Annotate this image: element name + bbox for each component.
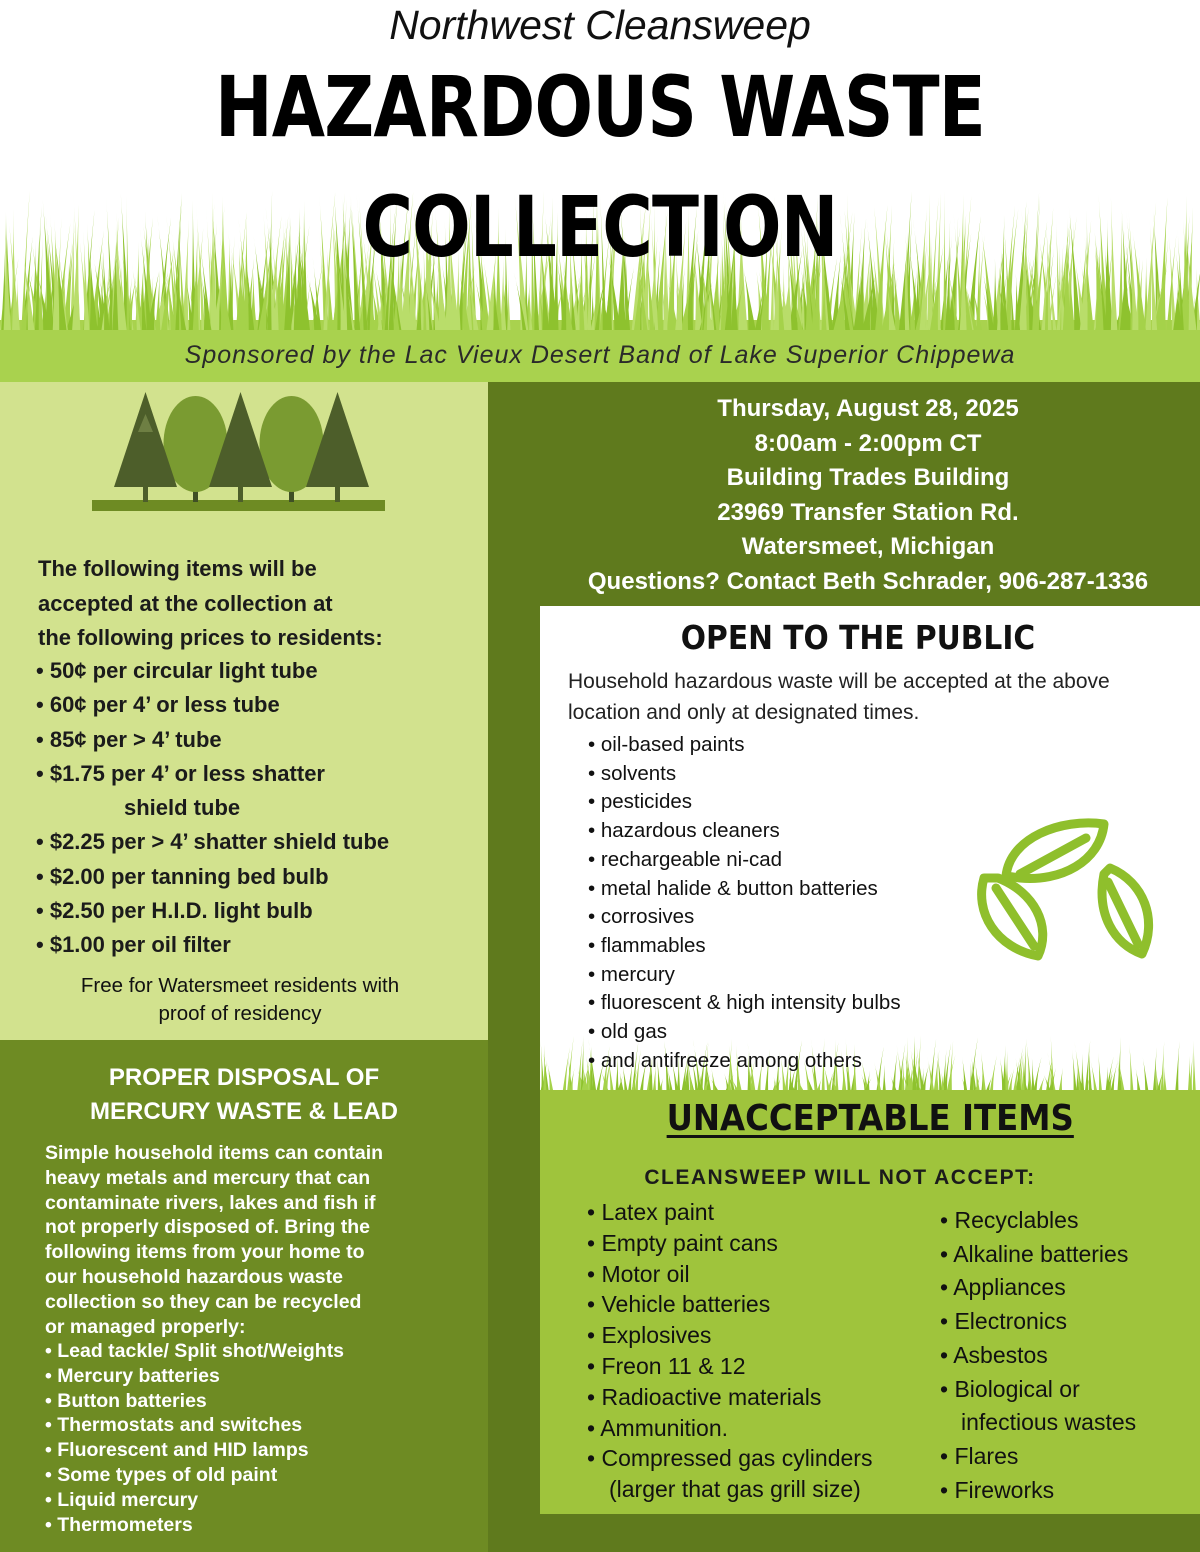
prices-intro-line: accepted at the collection at (38, 590, 333, 616)
unacceptable-item: • Flares (940, 1440, 1136, 1474)
accepted-item: • hazardous cleaners (588, 817, 901, 846)
unacceptable-item: • Fireworks (940, 1474, 1136, 1508)
recycle-leaves-icon (968, 816, 1164, 966)
price-item: • $2.25 per > 4’ shatter shield tube (36, 825, 389, 859)
mercury-description: Simple household items can contain heavy metals and mercury that can contaminate rivers, lakes and fish if not properly disposed of. Bring the following items from your home to our household hazardous waste collection so they can be recycled or managed properly: (45, 1142, 384, 1338)
event-city: Watersmeet, Michigan (741, 533, 995, 561)
price-item: • 50¢ per circular light tube (36, 654, 389, 688)
public-heading: OPEN TO THE PUBLIC (680, 618, 1036, 657)
unacceptable-item: • Biological or infectious wastes (940, 1373, 1136, 1440)
accepted-item: • old gas (588, 1018, 901, 1047)
event-date: Thursday, August 28, 2025 (717, 395, 1019, 422)
page-title-line2: COLLECTION (362, 178, 838, 276)
event-details (536, 392, 1200, 600)
unacceptable-item: • Compressed gas cylinders (larger that gas grill size) (587, 1443, 872, 1505)
accepted-item: • solvents (588, 760, 901, 789)
event-address: 23969 Transfer Station Rd. (717, 498, 1019, 526)
price-item: • 60¢ per 4’ or less tube (36, 688, 389, 722)
price-item: • $2.50 per H.I.D. light bulb (36, 894, 389, 928)
accepted-item: • oil-based paints (588, 731, 901, 760)
unacceptable-item: • Vehicle batteries (587, 1289, 872, 1320)
prices-intro (38, 552, 383, 656)
accepted-item: • flammables (588, 932, 901, 961)
page-title-line1: HAZARDOUS WASTE (214, 58, 986, 156)
mercury-item: • Button batteries (45, 1389, 344, 1414)
accepted-items-list (588, 731, 901, 1075)
sponsor-line: Sponsored by the Lac Vieux Desert Band of Lake Superior Chippewa (184, 341, 1016, 369)
event-contact: Questions? Contact Beth Schrader, 906-287-1336 (587, 567, 1149, 595)
mercury-item: • Some types of old paint (45, 1463, 344, 1488)
unacceptable-subheading: CLEANSWEEP WILL NOT ACCEPT: (644, 1166, 1036, 1189)
unacceptable-item: • Appliances (940, 1271, 1136, 1305)
unacceptable-item: • Latex paint (587, 1197, 872, 1228)
price-item: • $1.00 per oil filter (36, 928, 389, 962)
unacceptable-item: • Recyclables (940, 1204, 1136, 1238)
prices-intro-line: The following items will be (38, 556, 317, 581)
accepted-item: • corrosives (588, 903, 901, 932)
mercury-item: • Liquid mercury (45, 1488, 344, 1513)
unacceptable-item: • Freon 11 & 12 (587, 1351, 872, 1382)
mercury-item: • Thermometers (45, 1513, 344, 1538)
free-residents-note: Free for Watersmeet residents with proof of residency (80, 974, 400, 1025)
mercury-items-list (45, 1339, 344, 1537)
unacceptable-list-right (940, 1204, 1136, 1507)
accepted-item: • metal halide & button batteries (588, 875, 901, 904)
prices-intro-line: the following prices to residents: (38, 625, 383, 650)
unacceptable-item: • Alkaline batteries (940, 1238, 1136, 1272)
unacceptable-item: • Motor oil (587, 1259, 872, 1290)
price-item: • $1.75 per 4’ or less shatter shield tube (36, 757, 389, 826)
unacceptable-item: • Radioactive materials (587, 1382, 872, 1413)
unacceptable-item: • Empty paint cans (587, 1228, 872, 1259)
mercury-item: • Mercury batteries (45, 1364, 344, 1389)
price-item: • $2.00 per tanning bed bulb (36, 860, 389, 894)
event-building: Building Trades Building (726, 464, 1010, 492)
public-intro: Household hazardous waste will be accepted at the above location and only at designated times. (568, 670, 1110, 724)
mercury-item: • Lead tackle/ Split shot/Weights (45, 1339, 344, 1364)
accepted-item: • and antifreeze among others (588, 1047, 901, 1076)
mercury-item: • Fluorescent and HID lamps (45, 1438, 344, 1463)
mercury-heading: PROPER DISPOSAL OF MERCURY WASTE & LEAD (89, 1064, 398, 1125)
price-list (36, 654, 389, 963)
unacceptable-item: • Asbestos (940, 1339, 1136, 1373)
event-time: 8:00am - 2:00pm CT (754, 429, 982, 457)
unacceptable-item: • Ammunition. (587, 1413, 872, 1444)
price-item: • 85¢ per > 4’ tube (36, 723, 389, 757)
accepted-item: • fluorescent & high intensity bulbs (588, 989, 901, 1018)
accepted-item: • pesticides (588, 788, 901, 817)
unacceptable-item: • Electronics (940, 1305, 1136, 1339)
mercury-item: • Thermostats and switches (45, 1413, 344, 1438)
organization-name: Northwest Cleansweep (389, 2, 811, 48)
accepted-item: • rechargeable ni-cad (588, 846, 901, 875)
unacceptable-list-left (587, 1197, 872, 1505)
trees-icon (92, 392, 392, 514)
unacceptable-item: • Explosives (587, 1320, 872, 1351)
unacceptable-heading: UNACCEPTABLE ITEMS (666, 1098, 1074, 1139)
accepted-item: • mercury (588, 961, 901, 990)
